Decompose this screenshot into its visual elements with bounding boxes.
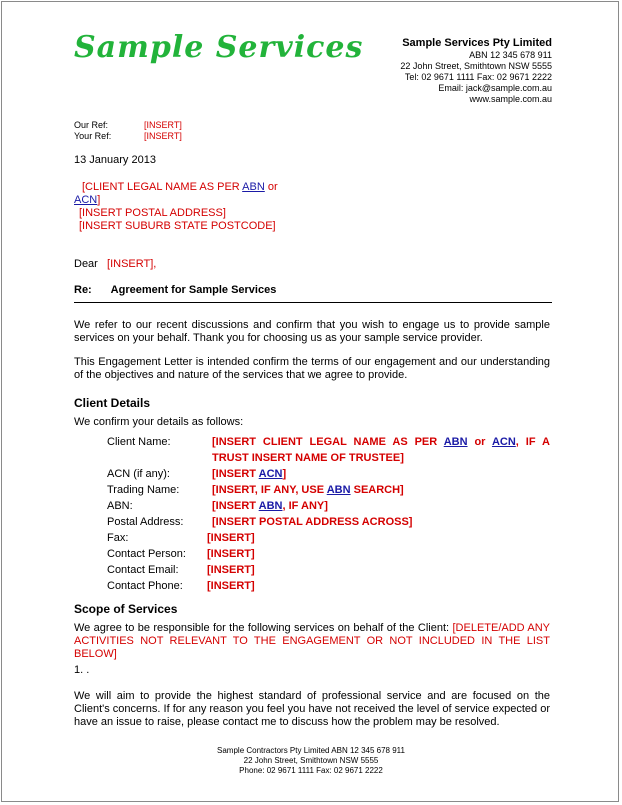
recipient-address [74,181,278,233]
company-email: Email: jack@sample.com.au [438,83,552,93]
detail-row [107,482,550,498]
detail-text: [INSERT [212,468,259,480]
references [74,120,182,142]
detail-value: [INSERT POSTAL ADDRESS ACROSS] [212,516,413,528]
letter-date: 13 January 2013 [74,154,156,166]
detail-row [107,498,550,514]
detail-text: , IF ANY] [282,500,328,512]
company-name: Sample Services Pty Limited [402,37,552,49]
scope-heading: Scope of Services [74,602,178,616]
detail-value: [INSERT] [207,532,255,544]
acn-link[interactable]: ACN [258,468,283,480]
detail-value [207,466,286,482]
client-details-list [107,434,550,594]
address-line1: [CLIENT LEGAL NAME AS PER [82,181,243,193]
salutation [74,258,156,270]
detail-row [107,546,550,562]
company-street: 22 John Street, Smithtown NSW 5555 [400,61,552,71]
detail-row [107,434,550,466]
your-ref-value: [INSERT] [144,131,182,141]
abn-link[interactable]: ABN [242,181,265,193]
our-ref-value: [INSERT] [144,120,182,130]
address-line2-end: ] [97,194,101,206]
our-ref-label: Our Ref: [74,120,109,130]
detail-label: Trading Name: [107,484,180,496]
address-suburb: [INSERT SUBURB STATE POSTCODE] [79,220,276,232]
scope-instruction: [DELETE/ADD ANY ACTIVITIES NOT RELEVANT TO THE ENGAGEMENT OR NOT INCLUDED IN THE LIST BELOW] [74,622,550,660]
detail-row [107,578,550,594]
footer-address: 22 John Street, Smithtown NSW 5555 [243,756,379,765]
acn-link[interactable]: ACN [491,436,516,448]
company-logo: Sample Services [74,30,364,65]
detail-text: SEARCH] [350,484,404,496]
company-phone: Tel: 02 9671 1111 Fax: 02 9671 2222 [404,72,552,82]
closing-paragraph: We will aim to provide the highest standard of professional service and are focused on the Client's concerns. If for any reason you feel you have not received the level of service expected or have an issue to raise, please contact me to discuss how the problem may be resolved. [74,690,550,728]
page-footer [0,746,622,776]
detail-value [207,434,550,466]
engagement-paragraph: This Engagement Letter is intended confirm the terms of our engagement and our understanding of the objectives and nature of the services that we agree to provide. [74,356,550,381]
footer-phone: Phone: 02 9671 1111 Fax: 02 9671 2222 [239,766,383,775]
detail-text: , IF A TRUST INSERT NAME OF TRUSTEE] [212,436,550,464]
acn-link[interactable]: ACN [74,194,98,206]
detail-label: Contact Phone: [107,580,183,592]
detail-row [107,514,550,530]
detail-label: Contact Person: [107,548,186,560]
intro-paragraph: We refer to our recent discussions and confirm that you wish to engage us to provide sample services on your behalf. Thank you for choosing us as your sample service provider. [74,319,550,344]
re-label: Re: [74,284,92,296]
detail-text: [INSERT CLIENT LEGAL NAME AS PER [212,436,444,448]
detail-label: Fax: [107,532,129,544]
company-website: www.sample.com.au [469,94,552,104]
salutation-value: [INSERT], [107,258,157,270]
detail-row [107,562,550,578]
scope-paragraph [74,622,550,661]
detail-value: [INSERT] [207,564,255,576]
detail-value: [INSERT] [207,548,255,560]
abn-link[interactable]: ABN [443,436,468,448]
detail-label: Contact Email: [107,564,179,576]
subject-text: Agreement for Sample Services [110,284,277,296]
footer-company: Sample Contractors Pty Limited ABN 12 345 678 911 [217,746,405,755]
detail-value: [INSERT] [207,580,255,592]
salutation-label: Dear [74,258,98,270]
address-postal: [INSERT POSTAL ADDRESS] [79,207,226,219]
detail-label: Client Name: [107,436,171,448]
address-line1-or: or [264,181,278,193]
detail-text: [INSERT, IF ANY, USE [212,484,327,496]
subject-line [74,284,552,303]
detail-label: ABN: [107,500,133,512]
company-details [400,36,552,105]
detail-text: or [467,436,492,448]
abn-link[interactable]: ABN [326,484,351,496]
detail-row [107,530,550,546]
detail-row [107,466,550,482]
detail-value [207,498,328,514]
detail-text: ] [282,468,287,480]
client-details-intro: We confirm your details as follows: [74,416,244,428]
client-details-heading: Client Details [74,396,151,410]
detail-label: ACN (if any): [107,468,170,480]
scope-list-item: 1. . [74,664,90,676]
your-ref-label: Your Ref: [74,131,112,141]
detail-text: [INSERT [212,500,259,512]
detail-label: Postal Address: [107,516,184,528]
abn-link[interactable]: ABN [258,500,283,512]
detail-value [207,482,404,498]
company-abn: ABN 12 345 678 911 [469,50,552,60]
scope-text: We agree to be responsible for the following services on behalf of the Client: [74,622,453,634]
